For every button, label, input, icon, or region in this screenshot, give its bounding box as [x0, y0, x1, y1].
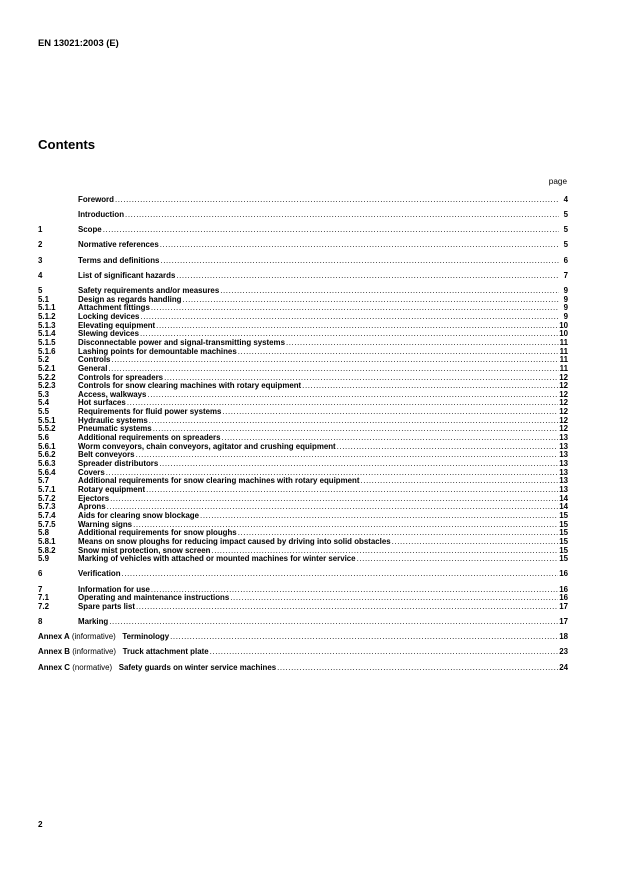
toc-entry-page: 12	[559, 424, 568, 434]
toc-entry-page: 14	[559, 493, 568, 503]
toc-entry-page: 16	[559, 569, 568, 579]
toc-entry-number: 5.5.1	[38, 415, 56, 425]
toc-entry-number: 5.7	[38, 476, 49, 486]
toc-dot-leader	[108, 365, 558, 374]
toc-entry[interactable]	[38, 226, 568, 235]
toc-entry-number: 5.2.1	[38, 363, 56, 373]
toc-entry-number: 5.6	[38, 433, 49, 443]
toc-entry-title: List of significant hazards	[78, 270, 176, 280]
toc-entry-page: 13	[559, 450, 568, 460]
toc-entry-title: Additional requirements for snow clearing machines with rotary equipment	[78, 476, 360, 486]
toc-entry[interactable]	[38, 555, 568, 564]
toc-entry-title: General	[78, 363, 108, 373]
annex-label: Annex C	[38, 662, 71, 672]
toc-dot-leader	[109, 618, 558, 627]
toc-entry-title: Requirements for fluid power systems	[78, 407, 222, 417]
annex-kind: (informative)	[71, 632, 116, 642]
table-of-contents	[38, 196, 568, 672]
toc-dot-leader	[160, 257, 559, 266]
toc-entry-page: 11	[559, 337, 568, 347]
toc-dot-leader	[360, 477, 558, 486]
toc-entry-title: Controls for spreaders	[78, 372, 164, 382]
toc-entry-number: 5.8.2	[38, 545, 56, 555]
annex-label: Annex A	[38, 632, 70, 642]
toc-entry-page: 15	[559, 528, 568, 538]
toc-entry-title: Hot surfaces	[78, 398, 126, 408]
toc-entry[interactable]	[38, 460, 568, 469]
toc-entry-title: Disconnectable power and signal-transmitting systems	[78, 337, 285, 347]
toc-entry-number: 8	[38, 617, 43, 627]
toc-entry-page: 13	[559, 441, 568, 451]
toc-entry-title: Foreword	[78, 195, 114, 204]
toc-entry-page: 11	[559, 363, 568, 373]
toc-dot-leader	[125, 211, 559, 220]
toc-dot-leader	[176, 272, 559, 281]
toc-entry-number: 5.1.6	[38, 346, 56, 356]
toc-dot-leader	[110, 495, 558, 504]
toc-entry-title: Spreader distributors	[78, 459, 159, 469]
toc-entry-page: 5	[563, 240, 568, 250]
toc-entry[interactable]	[38, 211, 568, 220]
toc-entry-page: 12	[559, 407, 568, 417]
toc-entry-number: 5.9	[38, 554, 49, 564]
toc-entry-number: 5.8	[38, 528, 49, 538]
toc-entry-page: 14	[559, 502, 568, 512]
toc-entry-page: 10	[559, 329, 568, 339]
toc-entry-number: 5.2.2	[38, 372, 56, 382]
annex-heading	[38, 664, 276, 673]
toc-entry[interactable]	[38, 603, 568, 612]
toc-entry-title: Controls for snow clearing machines with rotary equipment	[78, 381, 302, 391]
toc-entry-title: Terms and definitions	[78, 255, 160, 265]
toc-entry-title: Verification	[78, 569, 121, 579]
toc-entry-title: Aprons	[78, 502, 106, 512]
toc-entry-title: Hydraulic systems	[78, 415, 148, 425]
toc-entry-number: 5.1.5	[38, 337, 56, 347]
toc-entry-number: 5.1.1	[38, 303, 56, 313]
toc-entry[interactable]	[38, 570, 568, 579]
toc-entry-page: 5	[563, 225, 568, 235]
toc-entry-number: 5.1.2	[38, 311, 56, 321]
toc-entry-page: 12	[559, 372, 568, 382]
toc-entry-page: 12	[559, 381, 568, 391]
toc-entry-page: 15	[559, 536, 568, 546]
toc-dot-leader	[122, 570, 559, 579]
toc-entry-number: 5.7.5	[38, 519, 56, 529]
annex-kind: (informative)	[72, 647, 117, 657]
toc-dot-leader	[160, 241, 559, 250]
toc-dot-leader	[111, 356, 558, 365]
toc-entry-page: 9	[563, 303, 568, 313]
toc-entry-page: 12	[559, 415, 568, 425]
toc-entry-title: Warning signs	[78, 519, 133, 529]
toc-entry-page: 15	[559, 545, 568, 555]
toc-dot-leader	[238, 348, 559, 357]
toc-entry-title: Attachment fittings	[78, 303, 150, 313]
toc-entry-page: 7	[563, 270, 568, 280]
toc-entry-title: Operating and maintenance instructions	[78, 593, 230, 603]
toc-entry-title: Spare parts list	[78, 601, 136, 611]
toc-entry-number: 1	[38, 225, 43, 235]
annex-label: Annex B	[38, 647, 71, 657]
toc-entry-title: Pneumatic systems	[78, 424, 152, 434]
toc-entry-title: Snow mist protection, snow screen	[78, 545, 211, 555]
toc-entry-page: 18	[559, 632, 568, 642]
toc-entry-page: 24	[559, 662, 568, 672]
toc-dot-leader	[286, 339, 559, 348]
toc-entry-page: 13	[559, 476, 568, 486]
annex-title: Safety guards on winter service machines	[118, 662, 277, 672]
toc-entry-page: 16	[559, 584, 568, 594]
toc-entry-title: Marking	[78, 617, 109, 627]
toc-entry-number: 5.1.4	[38, 329, 56, 339]
toc-entry-title: Normative references	[78, 240, 159, 250]
toc-entry-number: 5.5	[38, 407, 49, 417]
toc-entry-page: 9	[563, 285, 568, 295]
toc-entry-title: Rotary equipment	[78, 485, 146, 495]
toc-annex-entry[interactable]	[38, 664, 568, 673]
toc-dot-leader	[222, 408, 558, 417]
toc-entry-title: Controls	[78, 355, 111, 365]
toc-dot-leader	[156, 322, 558, 331]
toc-entry-page: 13	[559, 467, 568, 477]
toc-dot-leader	[115, 196, 559, 205]
toc-entry-number: 5.6.2	[38, 450, 56, 460]
toc-dot-leader	[170, 633, 558, 642]
toc-entry-title: Design as regards handling	[78, 294, 182, 304]
toc-entry-number: 3	[38, 255, 43, 265]
toc-entry-number: 5.1	[38, 294, 49, 304]
toc-entry-title: Additional requirements on spreaders	[78, 433, 221, 443]
toc-entry-page: 15	[559, 554, 568, 564]
toc-entry-title: Additional requirements for snow ploughs	[78, 528, 237, 538]
toc-entry[interactable]	[38, 241, 568, 250]
toc-entry-page: 17	[559, 601, 568, 611]
toc-entry[interactable]	[38, 618, 568, 627]
toc-entry-title: Elevating equipment	[78, 320, 156, 330]
toc-entry[interactable]	[38, 196, 568, 205]
toc-dot-leader	[277, 664, 558, 673]
toc-entry-number: 5.1.3	[38, 320, 56, 330]
toc-entry-page: 15	[559, 511, 568, 520]
toc-entry-title: Introduction	[78, 210, 125, 220]
toc-entry-title: Belt conveyors	[78, 450, 135, 460]
toc-dot-leader	[182, 296, 559, 305]
toc-dot-leader	[140, 313, 559, 322]
page-number: 2	[38, 820, 43, 829]
toc-entry-number: 5.7.2	[38, 493, 56, 503]
toc-dot-leader	[151, 304, 559, 313]
toc-entry-number: 2	[38, 240, 43, 250]
document-id-header: EN 13021:2003 (E)	[38, 37, 119, 48]
toc-entry-title: Worm conveyors, chain conveyors, agitator and crushing equipment	[78, 441, 336, 451]
toc-entry-title: Slewing devices	[78, 329, 139, 339]
toc-entry-page: 16	[559, 593, 568, 603]
toc-annex-entry[interactable]	[38, 633, 568, 642]
toc-entry[interactable]	[38, 356, 568, 365]
toc-dot-leader	[302, 382, 558, 391]
toc-entry-number: 5.2	[38, 355, 49, 365]
toc-entry-page: 4	[563, 195, 568, 204]
toc-entry-number: 5	[38, 285, 43, 295]
toc-dot-leader	[220, 287, 559, 296]
toc-entry-title: Scope	[78, 225, 102, 235]
toc-entry-title: Lashing points for demountable machines	[78, 346, 237, 356]
toc-entry-title: Locking devices	[78, 311, 140, 321]
toc-entry-number: 5.3	[38, 389, 49, 399]
toc-entry-page: 17	[559, 617, 568, 627]
toc-entry-page: 11	[559, 355, 568, 365]
toc-entry-number: 7.2	[38, 601, 49, 611]
annex-title: Truck attachment plate	[122, 647, 209, 657]
toc-entry-page: 9	[563, 294, 568, 304]
toc-entry-page: 9	[563, 311, 568, 321]
toc-entry-number: 5.7.1	[38, 485, 56, 495]
toc-entry-number: 5.6.3	[38, 459, 56, 469]
toc-entry-page: 12	[559, 398, 568, 408]
toc-entry-number: 5.5.2	[38, 424, 56, 434]
toc-entry-page: 13	[559, 433, 568, 443]
page-column-label: page	[548, 177, 567, 186]
toc-dot-leader	[357, 555, 559, 564]
toc-dot-leader	[392, 538, 559, 547]
toc-entry[interactable]	[38, 486, 568, 495]
toc-entry-number: 7.1	[38, 593, 49, 603]
toc-entry-title: Covers	[78, 467, 105, 477]
toc-entry-number: 5.6.4	[38, 467, 56, 477]
annex-title: Terminology	[122, 632, 170, 642]
toc-entry-title: Safety requirements and/or measures	[78, 285, 220, 295]
toc-entry-page: 11	[559, 346, 568, 356]
toc-entry-number: 5.4	[38, 398, 49, 408]
toc-entry-number: 5.6.1	[38, 441, 56, 451]
toc-dot-leader	[337, 443, 559, 452]
toc-entry-page: 12	[559, 389, 568, 399]
toc-entry-page: 6	[563, 255, 568, 265]
toc-entry-number: 4	[38, 270, 43, 280]
toc-dot-leader	[103, 226, 559, 235]
annex-kind: (normative)	[72, 662, 113, 672]
toc-entry-title: Means on snow ploughs for reducing impact caused by driving into solid obstacles	[78, 536, 391, 546]
toc-entry-title: Information for use	[78, 584, 150, 594]
toc-entry-title: Ejectors	[78, 493, 110, 503]
toc-entry-title: Marking of vehicles with attached or mounted machines for winter service	[78, 554, 356, 564]
annex-heading	[38, 633, 169, 642]
toc-entry-title: Aids for clearing snow blockage	[78, 511, 200, 520]
toc-entry-number: 5.7.3	[38, 502, 56, 512]
toc-dot-leader	[147, 391, 558, 400]
toc-dot-leader	[136, 603, 558, 612]
toc-entry-number: 5.7.4	[38, 511, 56, 520]
toc-dot-leader	[149, 417, 558, 426]
toc-entry-page: 5	[563, 210, 568, 220]
toc-entry-title: Access, walkways	[78, 389, 147, 399]
toc-entry[interactable]	[38, 272, 568, 281]
toc-entry-page: 15	[559, 519, 568, 529]
toc-dot-leader	[210, 648, 559, 657]
toc-entry-number: 5.8.1	[38, 536, 56, 546]
toc-entry-number: 6	[38, 569, 43, 579]
toc-dot-leader	[146, 486, 558, 495]
toc-entry[interactable]	[38, 495, 568, 504]
toc-entry[interactable]	[38, 257, 568, 266]
page-title: Contents	[38, 137, 96, 152]
toc-entry-page: 13	[559, 459, 568, 469]
toc-entry-page: 10	[559, 320, 568, 330]
toc-dot-leader	[136, 451, 559, 460]
toc-entry-page: 23	[559, 647, 568, 657]
toc-dot-leader	[200, 512, 558, 521]
toc-dot-leader	[230, 594, 558, 603]
toc-annex-entry[interactable]	[38, 648, 568, 657]
toc-dot-leader	[159, 460, 558, 469]
toc-entry-page: 13	[559, 485, 568, 495]
toc-entry-number: 5.2.3	[38, 381, 56, 391]
annex-heading	[38, 648, 209, 657]
toc-entry-number: 7	[38, 584, 43, 594]
toc-entry[interactable]	[38, 348, 568, 357]
